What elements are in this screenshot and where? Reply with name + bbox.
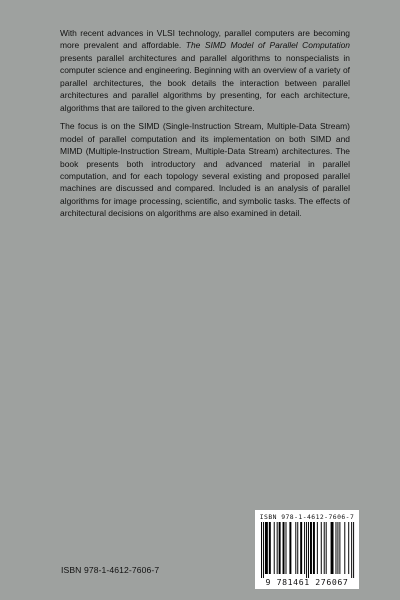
barcode-guard-bar	[306, 522, 307, 578]
barcode	[255, 510, 359, 589]
book-title: The SIMD Model of Parallel Computation	[185, 40, 350, 51]
barcode-isbn-label: ISBN 978-1-4612-7606-7	[259, 513, 355, 521]
blurb-paragraph-1-rest: presents parallel architectures and parallel algorithms to nonspecialists in computer science and engineering. Beginning with an overview of a variety of parallel architectures, the book details the interaction between parallel architectures and parallel algorithms by presenting, for each architecture, algorithms that are tailored to the given architecture.	[60, 52, 350, 113]
barcode-bar	[348, 522, 349, 574]
barcode-guard-bar	[261, 522, 262, 578]
blurb-paragraph-1	[60, 27, 350, 114]
barcode-bar	[324, 522, 325, 574]
blurb-text	[60, 27, 350, 226]
barcode-guard-bar	[353, 522, 354, 578]
barcode-bar	[313, 522, 315, 574]
barcode-digits: 9 781461 276067	[265, 577, 349, 587]
blurb-paragraph-2: The focus is on the SIMD (Single-Instruction Stream, Multiple-Data Stream) model of parallel computation and its implementation on both SIMD and MIMD (Multiple-Instruction Stream, Multiple-Data Stream) architectures. The book presents both introductory and advanced material in parallel computation, and for each topology several existing and proposed parallel machines are discussed and compared. Included is an analysis of parallel algorithms for image processing, scientific, and symbolic tasks. The effects of architectural decisions on algorithms are also examined in detail.	[60, 121, 350, 219]
barcode-bar	[310, 522, 312, 574]
barcode-bar	[335, 522, 336, 574]
barcode-bar	[344, 522, 345, 574]
barcode-bar	[295, 522, 296, 574]
isbn-label: ISBN 978-1-4612-7606-7	[61, 565, 160, 575]
barcode-guard-bar	[308, 522, 309, 578]
barcode-guard-bar	[351, 522, 352, 578]
barcode-bar	[304, 522, 305, 574]
barcode-bar	[331, 522, 334, 574]
blurb-paragraph-1-start: With recent advances in VLSI technology, parallel computers are becoming more prevalent and affordable.	[60, 28, 350, 51]
barcode-bar	[297, 522, 298, 574]
barcode-bar	[300, 522, 302, 574]
barcode-bar	[274, 522, 275, 574]
barcode-bar	[289, 522, 291, 574]
barcode-bar	[269, 522, 271, 574]
barcode-bar	[337, 522, 338, 574]
barcode-bar	[317, 522, 318, 574]
barcode-bar	[277, 522, 278, 574]
barcode-bar	[279, 522, 281, 574]
barcode-bar	[321, 522, 322, 574]
barcode-guard-bar	[263, 522, 264, 578]
barcode-bar	[339, 522, 340, 574]
barcode-bars	[258, 522, 356, 578]
barcode-bar	[286, 522, 287, 574]
barcode-bar	[326, 522, 327, 574]
barcode-bar	[283, 522, 285, 574]
barcode-bar	[265, 522, 268, 574]
